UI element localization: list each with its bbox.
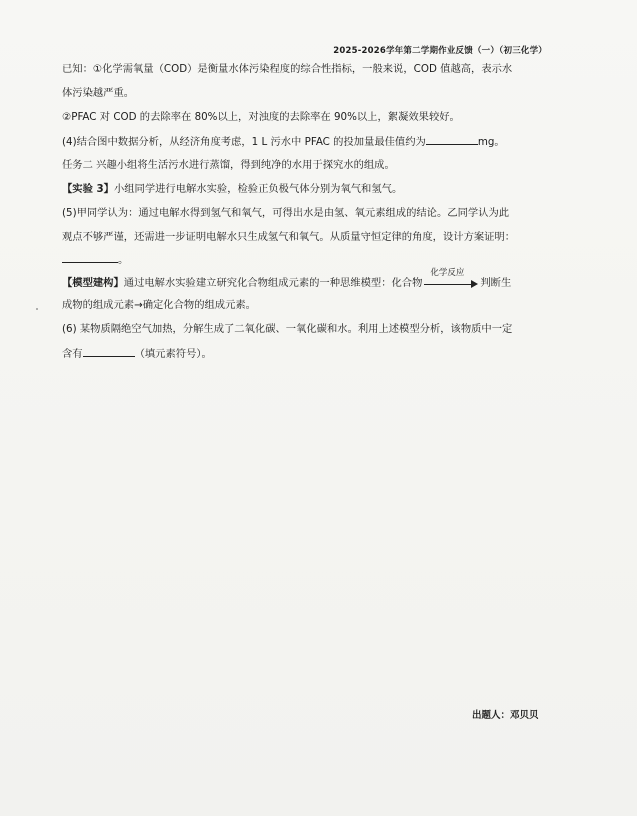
question-4-text: (4)结合图中数据分析，从经济角度考虑，1 L 污水中 PFAC 的投加量最佳值约为 xyxy=(62,136,426,148)
answer-blank-4[interactable] xyxy=(426,134,478,145)
model-text-after: 判断生 xyxy=(480,277,512,289)
question-6-line-1: (6) 某物质隔绝空气加热，分解生成了二氧化碳、一氧化碳和水。利用上述模型分析，该物质中一定 xyxy=(62,323,513,335)
question-5-answer xyxy=(62,252,128,267)
question-5-line-2: 观点不够严谨，还需进一步证明电解水只生成氢气和氧气。从质量守恒定律的角度，设计方案证明： xyxy=(62,231,516,243)
model-text: 通过电解水实验建立研究化合物组成元素的一种思维模型：化合物 xyxy=(123,277,423,289)
question-6-suffix: （填元素符号）。 xyxy=(134,348,212,360)
page-header: 2025-2026学年第二学期作业反馈（一）（初三化学） xyxy=(333,46,547,56)
reaction-arrow xyxy=(424,268,478,290)
model-label: 【模型建构】 xyxy=(62,277,124,289)
question-4-unit: mg。 xyxy=(477,136,505,148)
answer-blank-6[interactable] xyxy=(83,346,135,357)
answer-blank-5[interactable] xyxy=(62,252,118,263)
task-2-line: 任务二 兴趣小组将生活污水进行蒸馏，得到纯净的水用于探究水的组成。 xyxy=(62,159,395,171)
experiment-3-line xyxy=(62,182,402,196)
question-6-prefix: 含有 xyxy=(62,348,83,360)
reaction-arrow-label: 化学反应 xyxy=(430,268,465,278)
model-line-1 xyxy=(62,268,512,290)
model-line-2: 成物的组成元素→确定化合物的组成元素。 xyxy=(62,299,256,311)
question-4 xyxy=(62,134,505,149)
known-line-1: 已知：①化学需氧量（COD）是衡量水体污染程度的综合性指标，一般来说，COD 值越高，表示水 xyxy=(62,63,513,75)
arrow-head-icon xyxy=(471,280,478,288)
experiment-3-text: 小组同学进行电解水实验，检验正负极气体分别为氧气和氢气。 xyxy=(113,183,403,195)
known-line-3: ②PFAC 对 COD 的去除率在 80%以上，对浊度的去除率在 90%以上，絮凝效果较好。 xyxy=(62,111,460,123)
question-5-end: 。 xyxy=(118,254,129,266)
known-line-2: 体污染越严重。 xyxy=(62,87,135,99)
scan-speck xyxy=(36,308,38,310)
question-6-line-2 xyxy=(62,346,212,361)
question-5-line-1: (5)甲同学认为：通过电解水得到氢气和氧气，可得出水是由氢、氧元素组成的结论。乙同学认为此 xyxy=(62,207,510,219)
experiment-3-label: 【实验 3】 xyxy=(62,183,114,195)
arrow-line-icon xyxy=(424,284,472,285)
author-credit: 出题人：邓贝贝 xyxy=(472,710,539,721)
